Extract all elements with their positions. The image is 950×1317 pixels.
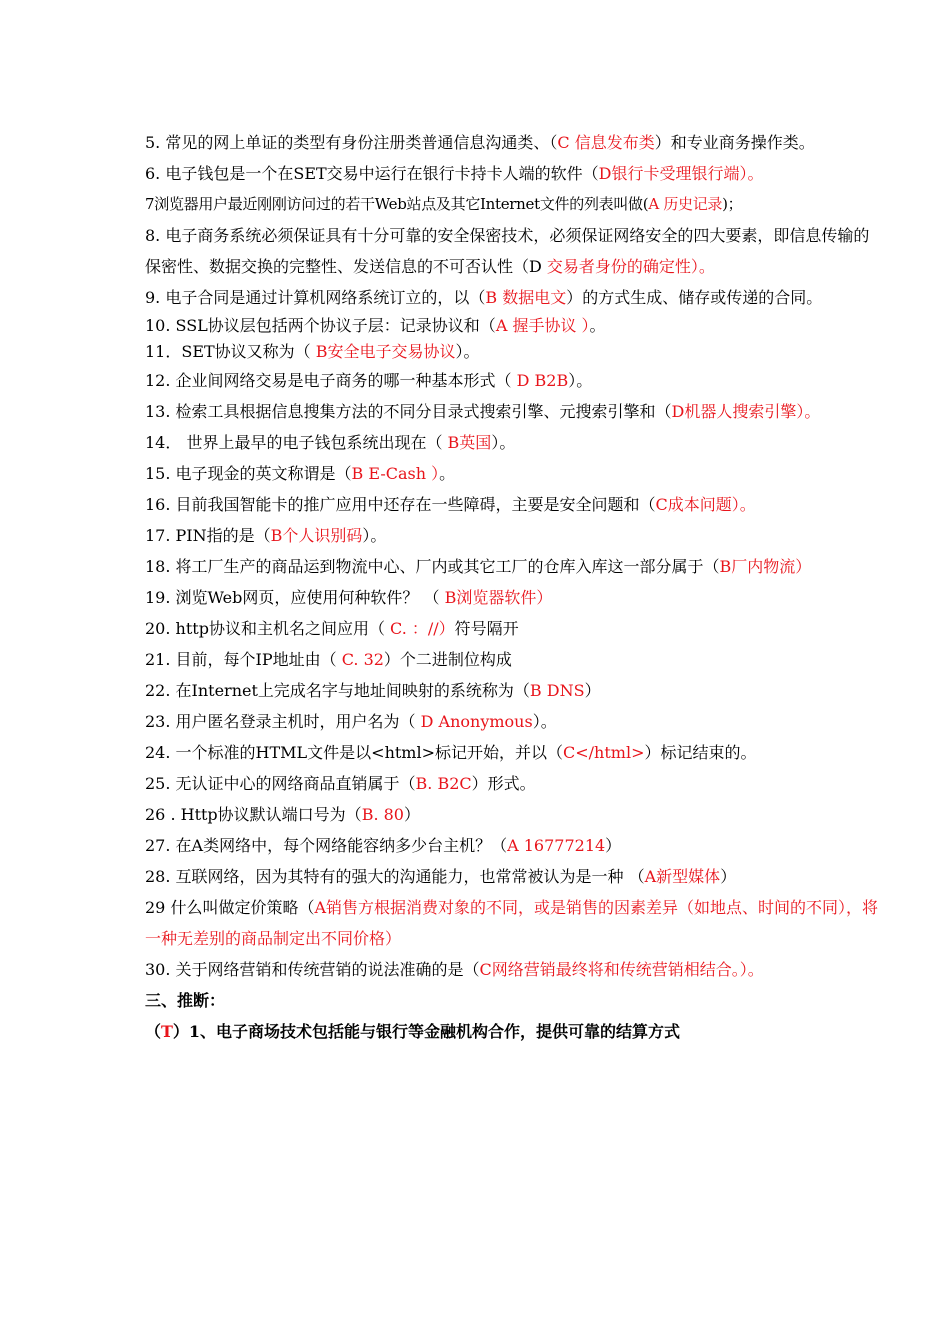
section-title-judgement: 三、推断： bbox=[145, 991, 226, 1010]
answer-30: C网络营销最终将和传统营销相结合。）。 bbox=[479, 960, 764, 979]
judgement-item-1: （T）1、电子商场技术包括能与银行等金融机构合作，提供可靠的结算方式 bbox=[145, 1022, 681, 1041]
question-14: 14． 世界上最早的电子钱包系统出现在（ B英国）。 bbox=[145, 433, 516, 452]
question-25: 25. 无认证中心的网络商品直销属于（B. B2C）形式。 bbox=[145, 774, 536, 793]
answer-9: B 数据电文 bbox=[485, 288, 567, 307]
answer-19: B浏览器软件） bbox=[439, 588, 553, 607]
question-6: 6. 电子钱包是一个在SET交易中运行在银行卡持卡人端的软件（D银行卡受理银行端）。 bbox=[145, 164, 764, 183]
answer-15: B E-Cash ） bbox=[351, 464, 440, 483]
question-12: 12. 企业间网络交易是电子商务的哪一种基本形式（ D B2B）。 bbox=[145, 371, 593, 390]
question-27: 27. 在A类网络中，每个网络能容纳多少台主机？（A 16777214） bbox=[145, 836, 622, 855]
answer-24: C</html> bbox=[563, 743, 645, 762]
question-16: 16. 目前我国智能卡的推广应用中还存在一些障碍，主要是安全问题和（C成本问题）。 bbox=[145, 495, 756, 514]
question-9: 9. 电子合同是通过计算机网络系统订立的，以（B 数据电文）的方式生成、储存或传递的合同。 bbox=[145, 288, 823, 307]
answer-26: B. 80 bbox=[361, 805, 404, 824]
judgement-mark: T bbox=[161, 1022, 173, 1041]
question-22: 22. 在Internet上完成名字与地址间映射的系统称为（B DNS） bbox=[145, 681, 601, 700]
answer-16: C成本问题）。 bbox=[655, 495, 756, 514]
answer-25: B. B2C bbox=[415, 774, 472, 793]
question-15: 15. 电子现金的英文称谓是（B E-Cash ）。 bbox=[145, 464, 456, 483]
answer-17: B个人识别码 bbox=[270, 526, 363, 545]
question-5: 5. 常见的网上单证的类型有身份注册类普通信息沟通类、（C 信息发布类）和专业商务操作类。 bbox=[145, 133, 815, 152]
answer-6: D银行卡受理银行端）。 bbox=[598, 164, 764, 183]
question-23: 23. 用户匿名登录主机时，用户名为（ D Anonymous）。 bbox=[145, 712, 557, 731]
question-26: 26 . Http协议默认端口号为（B. 80） bbox=[145, 805, 420, 824]
question-10: 10. SSL协议层包括两个协议子层：记录协议和（A 握手协议 ）。 bbox=[145, 316, 606, 335]
question-13: 13. 检索工具根据信息搜集方法的不同分目录式搜索引擎、元搜索引擎和（D机器人搜索引擎）。 bbox=[145, 402, 821, 421]
question-28: 28. 互联网络，因为其特有的强大的沟通能力，也常常被认为是一种 （A新型媒体） bbox=[145, 867, 737, 886]
answer-5: C 信息发布类 bbox=[557, 133, 655, 152]
answer-8: 交易者身份的确定性）。 bbox=[546, 257, 715, 276]
question-list bbox=[145, 127, 880, 1047]
answer-14: B英国 bbox=[447, 433, 492, 452]
answer-10: A 握手协议 ） bbox=[495, 316, 590, 335]
question-24: 24. 一个标准的HTML文件是以<html>标记开始，并以（C</html>）标记结束的。 bbox=[145, 743, 757, 762]
question-20: 20. http协议和主机名之间应用（ C. ：//）符号隔开 bbox=[145, 619, 519, 638]
answer-23: D Anonymous bbox=[420, 712, 533, 731]
question-8: 8. 电子商务系统必须保证具有十分可靠的安全保密技术，必须保证网络安全的四大要素，即信息传输的保密性、数据交换的完整性、发送信息的不可否认性（D 交易者身份的确定性）。 bbox=[145, 226, 870, 276]
answer-12: D B2B bbox=[516, 371, 569, 390]
answer-27: A 16777214 bbox=[507, 836, 606, 855]
answer-11: B安全电子交易协议 bbox=[310, 342, 456, 361]
answer-18: B厂内物流） bbox=[719, 557, 812, 576]
answer-29: A销售方根据消费对象的不同，或是销售的因素差异（如地点、时间的不同），将一种无差别的商品制定出不同价格） bbox=[145, 898, 879, 948]
answer-21: C. 32 bbox=[341, 650, 384, 669]
answer-22: B DNS bbox=[529, 681, 585, 700]
question-19: 19. 浏览Web网页，应使用何种软件？ （ B浏览器软件） bbox=[145, 588, 553, 607]
question-7: 7浏览器用户最近刚刚访问过的若干Web站点及其它Internet文件的列表叫做(A 历史记录)； bbox=[145, 195, 743, 213]
question-29: 29 什么叫做定价策略（A销售方根据消费对象的不同，或是销售的因素差异（如地点、时间的不同），将一种无差别的商品制定出不同价格） bbox=[145, 898, 879, 948]
answer-13: D机器人搜索引擎）。 bbox=[671, 402, 821, 421]
question-18: 18. 将工厂生产的商品运到物流中心、厂内或其它工厂的仓库入库这一部分属于（B厂内物流） bbox=[145, 557, 812, 576]
question-30: 30. 关于网络营销和传统营销的说法准确的是（C网络营销最终将和传统营销相结合。）。 bbox=[145, 960, 764, 979]
question-11: 11．SET协议又称为（ B安全电子交易协议）。 bbox=[145, 342, 480, 361]
question-17: 17. PIN指的是（B个人识别码）。 bbox=[145, 526, 387, 545]
question-21: 21. 目前，每个IP地址由（ C. 32）个二进制位构成 bbox=[145, 650, 512, 669]
answer-7: A 历史记录 bbox=[648, 195, 723, 213]
answer-20: C. ：//） bbox=[390, 619, 455, 638]
answer-28: A新型媒体 bbox=[644, 867, 721, 886]
